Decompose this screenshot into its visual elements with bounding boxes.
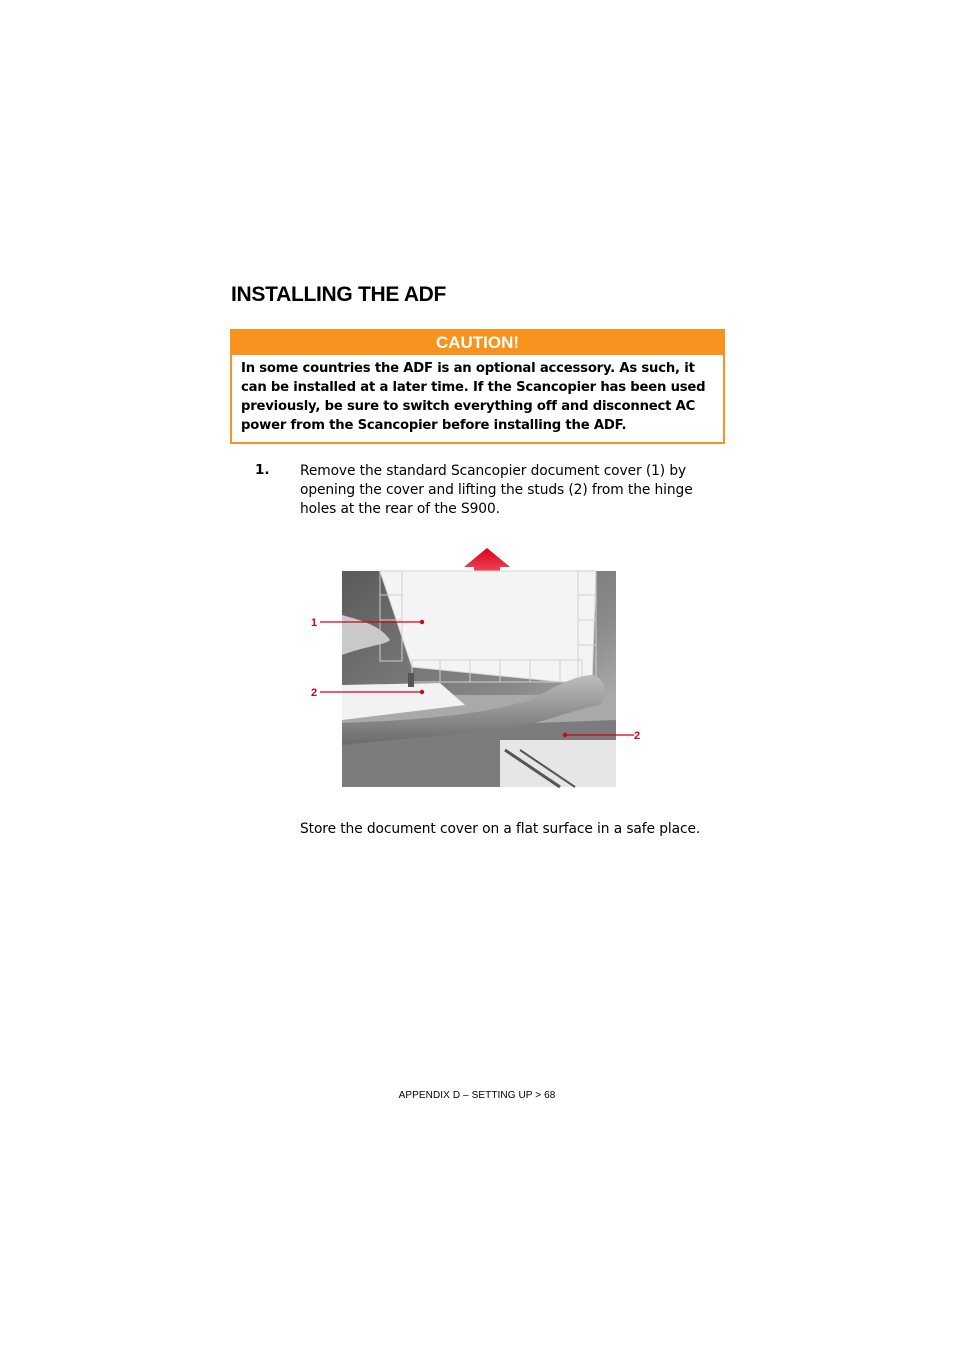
adf-removal-figure: [300, 545, 640, 790]
caution-box: [230, 329, 725, 444]
page-footer: APPENDIX D – SETTING UP > 68: [398, 1090, 556, 1101]
adf-removal-illustration: [300, 545, 640, 790]
callout-1: 1: [311, 617, 318, 629]
note-text: Store the document cover on a flat surface in a safe place.: [300, 821, 701, 837]
callout-2: 2: [311, 687, 318, 699]
step-text: Remove the standard Scancopier document cover (1) by opening the cover and lifting the studs (2) from the hinge holes at the rear of the S900.: [300, 463, 693, 517]
caution-title: CAUTION!: [232, 331, 723, 355]
hinge-stud: [408, 673, 414, 687]
step-number: 1.: [255, 462, 270, 478]
page-title: INSTALLING THE ADF: [231, 283, 447, 306]
caution-text: In some countries the ADF is an optional accessory. As such, it can be installed at a later time. If the Scancopier has been used previously, be sure to switch everything off and disconnect AC power from the Scancopier before installing the ADF.: [241, 361, 706, 433]
callout-2-right: 2: [634, 730, 640, 742]
